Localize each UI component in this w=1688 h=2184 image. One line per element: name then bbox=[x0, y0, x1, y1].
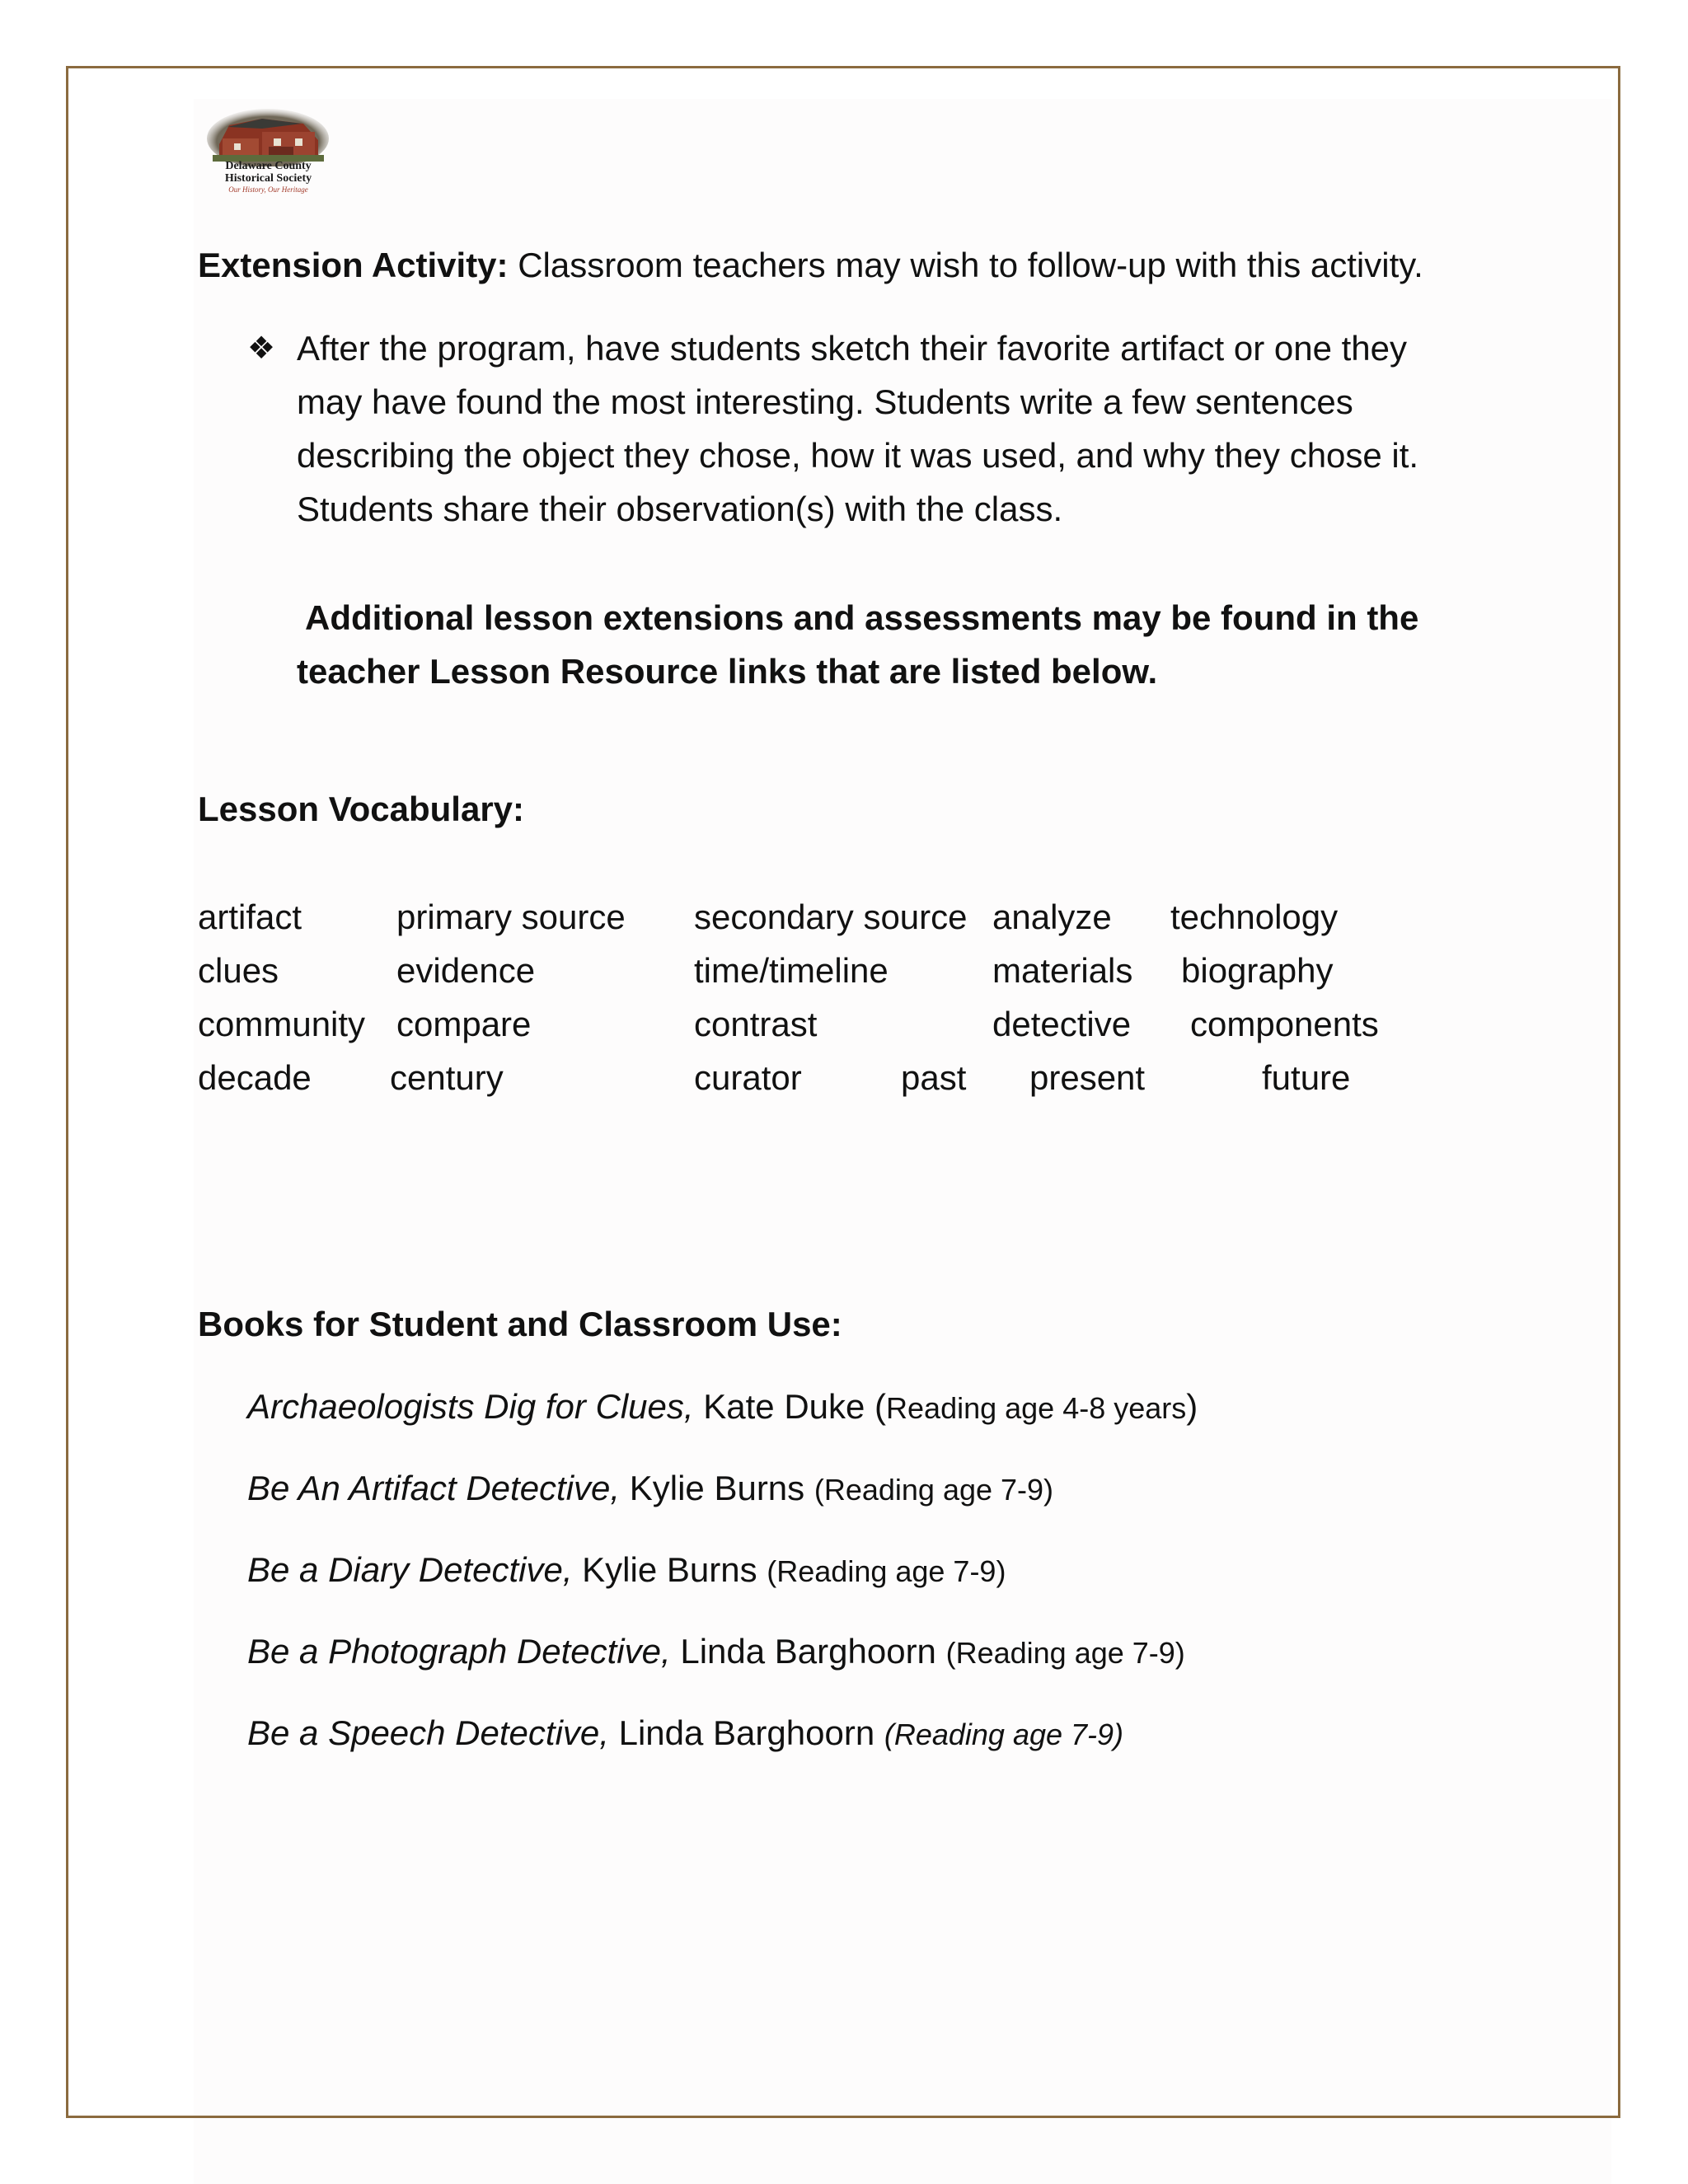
book-reading-age: (Reading age 7-9) bbox=[945, 1636, 1185, 1670]
books-heading: Books for Student and Classroom Use: bbox=[198, 1305, 842, 1343]
bullet-text-line: Students share their observation(s) with the class. bbox=[297, 490, 1063, 528]
book-entry bbox=[247, 1549, 1006, 1592]
book-entry bbox=[247, 1713, 1123, 1755]
book-author: Kate Duke bbox=[703, 1387, 865, 1426]
vocab-term: analyze bbox=[992, 898, 1112, 936]
book-title: Be a Photograph Detective, bbox=[247, 1632, 671, 1671]
extension-activity-line bbox=[198, 245, 1423, 286]
book-author: Kylie Burns bbox=[582, 1550, 757, 1589]
book-entry bbox=[247, 1631, 1185, 1674]
extension-activity-label: Extension Activity: bbox=[198, 246, 509, 284]
vocab-term: biography bbox=[1181, 951, 1334, 990]
logo-tagline: Our History, Our Heritage bbox=[228, 185, 308, 194]
vocab-term: components bbox=[1190, 1005, 1379, 1043]
vocab-term: detective bbox=[992, 1005, 1132, 1043]
book-reading-age: Reading age 4-8 years bbox=[886, 1391, 1187, 1425]
book-reading-age: (Reading age 7-9) bbox=[814, 1473, 1054, 1507]
vocab-term: clues bbox=[198, 951, 279, 990]
book-title: Be An Artifact Detective, bbox=[247, 1469, 621, 1507]
book-author: Kylie Burns bbox=[629, 1469, 805, 1507]
logo-name-line2: Historical Society bbox=[224, 172, 312, 185]
historical-society-logo bbox=[204, 107, 332, 198]
vocab-term: materials bbox=[992, 951, 1133, 990]
vocab-term: contrast bbox=[694, 1005, 818, 1043]
vocab-term: decade bbox=[198, 1058, 312, 1097]
bullet-text-line: describing the object they chose, how it was used, and why they chose it. bbox=[297, 436, 1419, 475]
extension-activity-intro: Classroom teachers may wish to follow-up with this activity. bbox=[518, 246, 1423, 284]
barn-illustration-icon bbox=[204, 107, 332, 166]
book-author: Linda Barghoorn bbox=[680, 1632, 936, 1671]
book-author: Linda Barghoorn bbox=[618, 1713, 875, 1752]
vocab-term: evidence bbox=[396, 951, 536, 990]
resources-note-line: Additional lesson extensions and assessments may be found in the bbox=[305, 598, 1419, 637]
bullet-text-line: After the program, have students sketch their favorite artifact or one they bbox=[297, 329, 1408, 368]
vocab-term: secondary source bbox=[694, 898, 968, 936]
vocab-term: primary source bbox=[396, 898, 626, 936]
vocab-term: compare bbox=[396, 1005, 532, 1043]
bullet-diamond-icon: ❖ bbox=[247, 331, 276, 366]
logo-name-line1: Delaware County bbox=[225, 160, 312, 172]
vocab-term: curator bbox=[694, 1058, 802, 1097]
vocab-term: technology bbox=[1170, 898, 1339, 936]
vocab-term: community bbox=[198, 1005, 366, 1043]
vocab-term: time/timeline bbox=[694, 951, 889, 990]
book-title: Be a Diary Detective, bbox=[247, 1550, 573, 1589]
book-title: Be a Speech Detective, bbox=[247, 1713, 609, 1752]
vocab-term: past bbox=[901, 1058, 967, 1097]
book-title: Archaeologists Dig for Clues, bbox=[247, 1387, 694, 1426]
book-reading-age: (Reading age 7-9) bbox=[767, 1554, 1006, 1588]
vocab-term: future bbox=[1262, 1058, 1351, 1097]
book-entry bbox=[247, 1468, 1053, 1511]
bullet-text-line: may have found the most interesting. Students write a few sentences bbox=[297, 382, 1353, 421]
vocabulary-heading: Lesson Vocabulary: bbox=[198, 790, 525, 828]
resources-note-line: teacher Lesson Resource links that are listed below. bbox=[297, 652, 1158, 691]
book-entry: Archaeologists Dig for Clues, Kate Duke (Reading age 4-8 years) bbox=[247, 1387, 1198, 1426]
vocab-term: present bbox=[1029, 1058, 1146, 1097]
book-reading-age: (Reading age 7-9) bbox=[884, 1718, 1124, 1751]
vocab-term: artifact bbox=[198, 898, 302, 936]
vocab-term: century bbox=[390, 1058, 504, 1097]
